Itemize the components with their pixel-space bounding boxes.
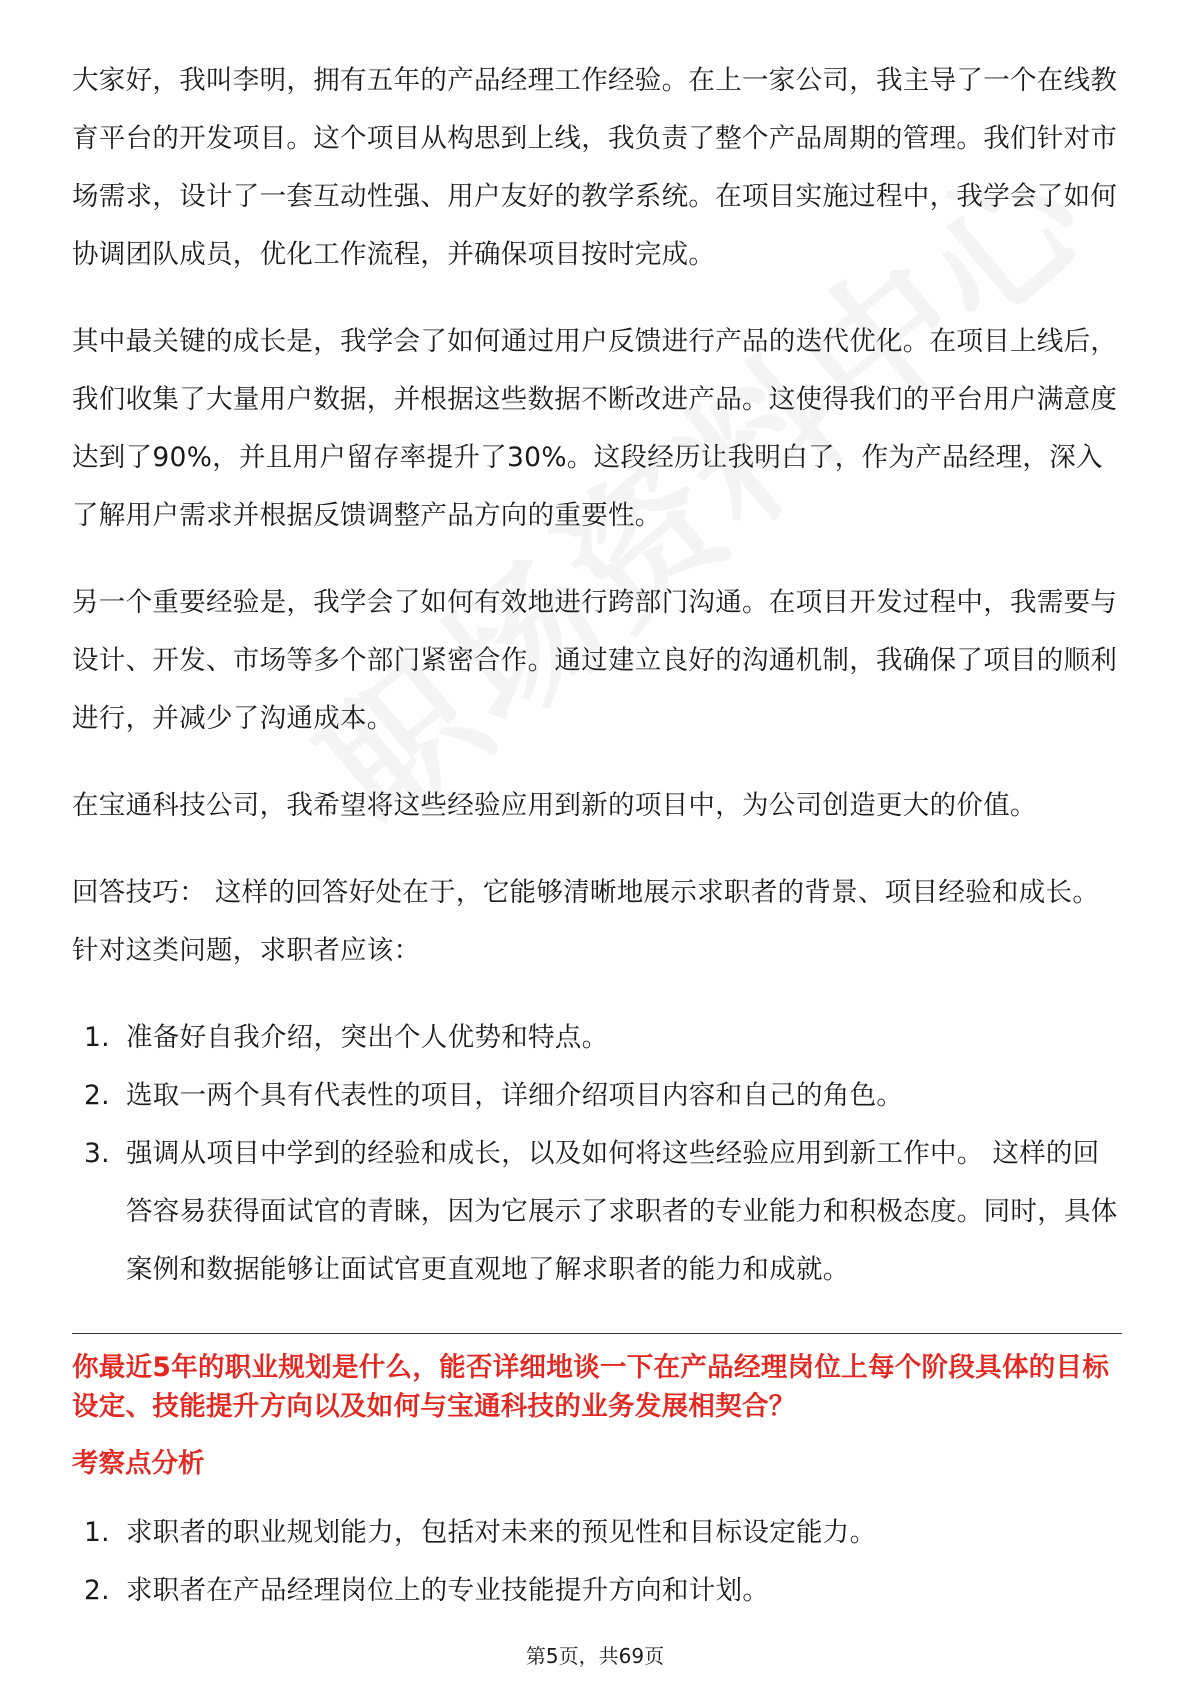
- list-item: [72, 1067, 1122, 1125]
- list-text: 准备好自我介绍，突出个人优势和特点。: [126, 1022, 609, 1053]
- section-divider: [72, 1333, 1122, 1334]
- paragraph-communication: 另一个重要经验是，我学会了如何有效地进行跨部门沟通。在项目开发过程中，我需要与设计、开发、市场等多个部门紧密合作。通过建立良好的沟通机制，我确保了项目的顺利进行，并减少了沟通成本。: [72, 587, 1118, 734]
- paragraph-tips-intro: 回答技巧： 这样的回答好处在于，它能够清晰地展示求职者的背景、项目经验和成长。针对这类问题，求职者应该：: [72, 877, 1100, 966]
- list-number: 1.: [84, 1517, 110, 1548]
- list-text: 强调从项目中学到的经验和成长，以及如何将这些经验应用到新工作中。 这样的回答容易获得面试官的青睐，因为它展示了求职者的专业能力和积极态度。同时，具体案例和数据能够让面试官更直观地了解求职者的能力和成就。: [126, 1138, 1118, 1285]
- list-item: [72, 1562, 1122, 1620]
- document-page: [72, 52, 1122, 1654]
- paragraph-goal: 在宝通科技公司，我希望将这些经验应用到新的项目中，为公司创造更大的价值。: [72, 790, 1037, 821]
- list-item: [72, 1009, 1122, 1067]
- list-text: 求职者在产品经理岗位上的专业技能提升方向和计划。: [126, 1575, 770, 1606]
- list-number: 2.: [84, 1575, 110, 1606]
- list-number: 1.: [84, 1022, 110, 1053]
- paragraph-intro: 大家好，我叫李明，拥有五年的产品经理工作经验。在上一家公司，我主导了一个在线教育平台的开发项目。这个项目从构思到上线，我负责了整个产品周期的管理。我们针对市场需求，设计了一套互动性强、用户友好的教学系统。在项目实施过程中，我学会了如何协调团队成员，优化工作流程，并确保项目按时完成。: [72, 65, 1118, 270]
- paragraph-growth: 其中最关键的成长是，我学会了如何通过用户反馈进行产品的迭代优化。在项目上线后，我们收集了大量用户数据，并根据这些数据不断改进产品。这使得我们的平台用户满意度达到了90%，并且用户留存率提升了30%。这段经历让我明白了，作为产品经理，深入了解用户需求并根据反馈调整产品方向的重要性。: [72, 326, 1118, 531]
- list-text: 选取一两个具有代表性的项目，详细介绍项目内容和自己的角色。: [126, 1080, 904, 1111]
- list-item: [72, 1125, 1122, 1299]
- interview-question: 你最近5年的职业规划是什么，能否详细地谈一下在产品经理岗位上每个阶段具体的目标设定、技能提升方向以及如何与宝通科技的业务发展相契合？: [72, 1352, 1110, 1422]
- analysis-heading: 考察点分析: [72, 1448, 205, 1479]
- page-footer: 第5页，共69页: [525, 1644, 665, 1668]
- list-item: [72, 1504, 1122, 1562]
- list-number: 3.: [84, 1138, 110, 1169]
- list-text: 求职者的职业规划能力，包括对未来的预见性和目标设定能力。: [126, 1517, 877, 1548]
- analysis-list: [72, 1504, 1122, 1620]
- tips-list: [72, 1009, 1122, 1299]
- list-number: 2.: [84, 1080, 110, 1111]
